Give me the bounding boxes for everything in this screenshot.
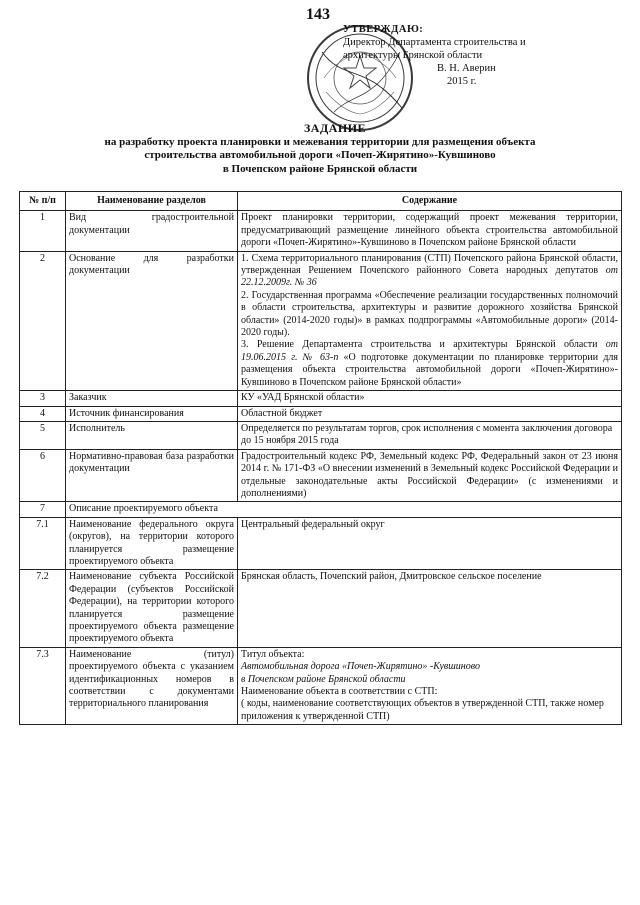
table-row — [20, 647, 622, 724]
row-number: 5 — [20, 421, 66, 449]
table-row — [20, 211, 622, 251]
row-section-name: Наименование федерального округа (округов), на территории которого планируется размещение проектируемого объекта — [66, 517, 238, 570]
table-row — [20, 391, 622, 406]
row-number: 6 — [20, 449, 66, 502]
row-number: 3 — [20, 391, 66, 406]
row-section-name: Наименование субъекта Российской Федерации (субъектов Российской Федерации), на территории которого планируется размещение проектируемого объекта размещение проектируемого объекта — [66, 570, 238, 647]
table-row — [20, 406, 622, 421]
object-title-line1: Автомобильная дорога «Почеп-Жирятино» -Кувшиново — [241, 661, 480, 673]
table-row — [20, 502, 622, 517]
row-number: 7 — [20, 502, 66, 517]
table-row — [20, 449, 622, 502]
row-section-name: Источник финансирования — [66, 406, 238, 421]
row-content: Областной бюджет — [238, 406, 622, 421]
assignment-table — [19, 191, 622, 725]
row-number: 7.2 — [20, 570, 66, 647]
stp-name-label: Наименование объекта в соответствии с СТП: — [241, 686, 438, 698]
row-content: Определяется по результатам торгов, срок исполнения с момента заключения договора до 15 ноября 2015 года — [238, 421, 622, 449]
object-title-label: Титул объекта: — [241, 648, 305, 660]
table-row — [20, 421, 622, 449]
title-line2: строительства автомобильной дороги «Почеп-Жирятино»-Кувшиново — [144, 149, 496, 161]
approval-position-line2: архитектуры Брянской области — [343, 50, 483, 61]
row-content — [238, 647, 622, 724]
title-line3: в Почепском районе Брянской области — [222, 162, 418, 175]
row-content: Брянская область, Почепский район, Дмитровское сельское поселение — [238, 570, 622, 647]
row-section-name: Вид градостроительной документации — [66, 211, 238, 251]
approval-year: 2015 г. — [447, 76, 477, 87]
row-number: 7.1 — [20, 517, 66, 570]
header-content: Содержание — [238, 192, 622, 211]
approval-block — [343, 23, 633, 88]
row-section-name: Заказчик — [66, 391, 238, 406]
row-section-name: Нормативно-правовая база разработки документации — [66, 449, 238, 502]
header-number: № п/п — [20, 192, 66, 211]
row-content: КУ «УАД Брянской области» — [238, 391, 622, 406]
row-section-name: Описание проектируемого объекта — [66, 502, 622, 517]
approval-signatory: В. Н. Аверин — [437, 63, 496, 74]
document-title — [0, 122, 640, 176]
stp-codes-note: ( коды, наименование соответствующих объектов в утвержденной СТП, также номер приложения к утвержденной СТП) — [241, 698, 604, 722]
row-number: 4 — [20, 406, 66, 421]
basis-item-3: 3. Решение Департамента строительства и архитектуры Брянской области от 19.06.2015 г. № 63-п «О подготовке документации по планировке территории для размещения объекта строительства автомобильной дороги «Почеп-Жирятино»-Кувшиново в Почепском районе Брянской области» — [241, 339, 619, 388]
row-number: 7.3 — [20, 647, 66, 724]
row-content: Центральный федеральный округ — [238, 517, 622, 570]
approval-heading: УТВЕРЖДАЮ: — [343, 24, 424, 35]
row-content: Проект планировки территории, содержащий проект межевания территории, предусматривающий размещение линейного объекта строительства автомобильной дороги «Почеп-Жирятино»-Кувшиново в Почепском районе Брянской области — [238, 211, 622, 251]
table-row — [20, 517, 622, 570]
row-content — [238, 251, 622, 390]
page-number: 143 — [306, 6, 330, 23]
basis-item-1: 1. Схема территориального планирования (СТП) Почепского района Брянской области, утвержденная Решением Почепского районного Совета народных депутатов от 22.12.2009г. № 36 — [241, 252, 618, 289]
row-content: Градостроительный кодекс РФ, Земельный кодекс РФ, Федеральный закон от 23 июня 2014 г. № 171-ФЗ «О внесении изменений в Земельный кодекс Российской Федерации и отдельные законодательные акты Российской Федерации» (с изменениями и дополнениями) — [238, 449, 622, 502]
basis-item-2: 2. Государственная программа «Обеспечение реализации государственных полномочий в области строительства, архитектуры и развитие дорожного хозяйства Брянской области» (2014-2020 годы)» в рамках подпрограммы «Автомобильные дороги» (2014-2020 годы). — [241, 289, 618, 339]
object-title-line2: в Почепском районе Брянской области — [241, 673, 406, 685]
row-number: 2 — [20, 251, 66, 390]
header-section-name: Наименование разделов — [66, 192, 238, 211]
approval-position-line1: Директор Департамента строительства и — [343, 37, 526, 48]
row-section-name: Основание для разработки документации — [66, 251, 238, 390]
title-main: ЗАДАНИЕ — [303, 121, 367, 135]
row-number: 1 — [20, 211, 66, 251]
title-line1: на разработку проекта планировки и межевания территории для размещения объекта — [104, 135, 536, 148]
row-section-name: Наименование (титул) проектируемого объекта с указанием идентификационных номеров в соответствии с документами территориального планирования — [66, 647, 238, 724]
table-header-row — [20, 192, 622, 211]
table-row — [20, 570, 622, 647]
row-section-name: Исполнитель — [66, 421, 238, 449]
table-row — [20, 251, 622, 390]
